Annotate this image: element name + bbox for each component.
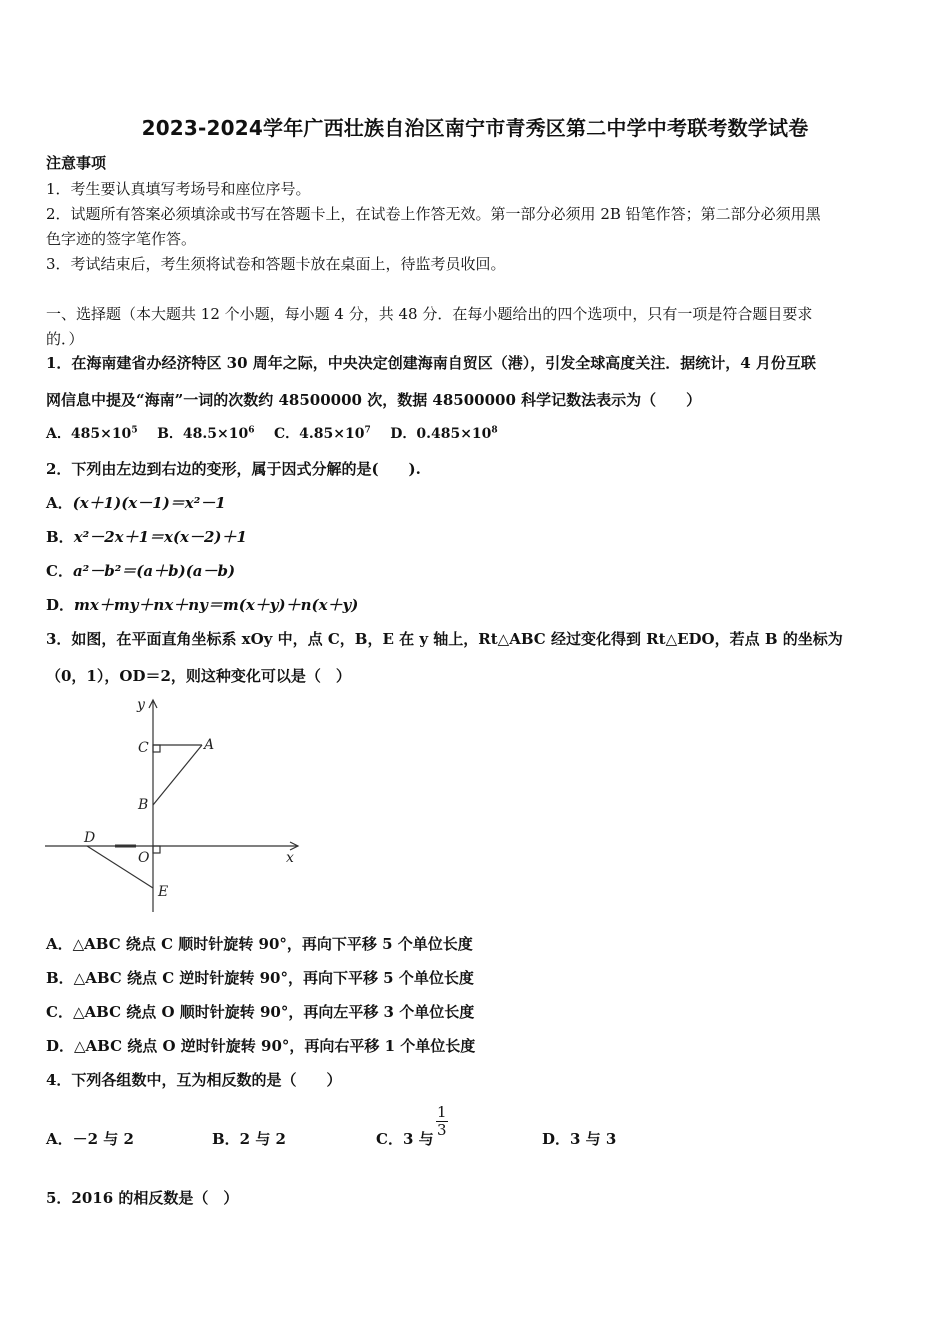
notice-item-3: 3．考试结束后，考生须将试卷和答题卡放在桌面上，待监考员收回。 xyxy=(46,255,506,273)
label-e: E xyxy=(158,884,169,900)
segment-ab xyxy=(153,745,202,805)
label-y: y xyxy=(137,697,145,713)
q2-option-a: A．(x＋1)(x－1)＝x²－1 xyxy=(46,494,226,512)
notice-heading: 注意事项 xyxy=(46,154,107,172)
section-heading: 一、选择题（本大题共 12 个小题，每小题 4 分，共 48 分．在每小题给出的四个选项中，只有一项是符合题目要求 xyxy=(46,305,813,323)
q3-stem-cont: （0，1），OD＝2，则这种变化可以是（ ） xyxy=(46,667,351,685)
q4-option-a: A．－2 与 2 xyxy=(46,1130,134,1148)
q1-option-b: B．48.5×10 xyxy=(157,426,249,442)
q3-option-c: C．△ABC 绕点 O 顺时针旋转 90°，再向左平移 3 个单位长度 xyxy=(46,1003,475,1021)
q4-option-c: C．3 与 xyxy=(376,1130,434,1148)
q2-stem: 2．下列由左边到右边的变形，属于因式分解的是( ). xyxy=(46,460,421,478)
q2-option-b: B．x²－2x＋1＝x(x－2)＋1 xyxy=(46,528,247,546)
q1-option-d: D．0.485×10 xyxy=(390,426,492,442)
right-angle-c xyxy=(153,745,160,752)
label-c: C xyxy=(138,740,149,756)
notice-item-1: 1．考生要认真填写考场号和座位序号。 xyxy=(46,180,311,198)
right-angle-o xyxy=(153,846,160,853)
notice-item-2: 2．试题所有答案必须填涂或书写在答题卡上，在试卷上作答无效。第一部分必须用 2B 铅笔作答；第二部分必须用黑 xyxy=(46,205,821,223)
q4-stem: 4．下列各组数中，互为相反数的是（ ） xyxy=(46,1071,342,1089)
q2-option-d: D．mx＋my＋nx＋ny＝m(x＋y)＋n(x＋y) xyxy=(46,596,359,614)
q3-option-d: D．△ABC 绕点 O 逆时针旋转 90°，再向右平移 1 个单位长度 xyxy=(46,1037,476,1055)
q3-option-b: B．△ABC 绕点 C 逆时针旋转 90°，再向下平移 5 个单位长度 xyxy=(46,969,474,987)
page-title: 2023-2024学年广西壮族自治区南宁市青秀区第二中学中考联考数学试卷 xyxy=(141,116,809,140)
label-a: A xyxy=(204,737,215,753)
q1-option-a: A．485×10 xyxy=(46,426,132,442)
q5-stem: 5．2016 的相反数是（ ） xyxy=(46,1189,239,1207)
q3-option-a: A．△ABC 绕点 C 顺时针旋转 90°，再向下平移 5 个单位长度 xyxy=(46,935,473,953)
q3-figure xyxy=(40,692,310,917)
q1-option-c: C．4.85×10 xyxy=(274,426,365,442)
notice-item-2-cont: 色字迹的签字笔作答。 xyxy=(46,230,197,248)
q1-stem: 1．在海南建省办经济特区 30 周年之际，中央决定创建海南自贸区（港），引发全球高度关注．据统计，4 月份互联 xyxy=(46,354,816,372)
q4-option-b: B．2 与 2 xyxy=(212,1130,286,1148)
q1-options: A．$485\times 10^5$ B．$48.5\times 10^6$ C．$4.85\times 10^7$ D．$0.485\times 10^8$ xyxy=(46,425,498,442)
q4-option-d: D．3 与 3 xyxy=(542,1130,617,1148)
section-heading-cont: 的．） xyxy=(46,330,84,348)
label-x: x xyxy=(286,850,294,866)
label-b: B xyxy=(138,797,149,813)
q3-stem: 3．如图，在平面直角坐标系 xOy 中，点 C，B，E 在 y 轴上，Rt△ABC 经过变化得到 Rt△EDO，若点 B 的坐标为 xyxy=(46,630,843,648)
label-o: O xyxy=(138,850,150,866)
q2-option-c: C．a²－b²＝(a＋b)(a－b) xyxy=(46,562,236,580)
q4-option-c-fraction: $\frac{1}{3}$ xyxy=(437,1103,447,1139)
label-d: D xyxy=(84,830,96,846)
q1-stem-cont: 网信息中提及“海南”一词的次数约 48500000 次，数据 48500000 科学记数法表示为（ ） xyxy=(46,391,702,409)
